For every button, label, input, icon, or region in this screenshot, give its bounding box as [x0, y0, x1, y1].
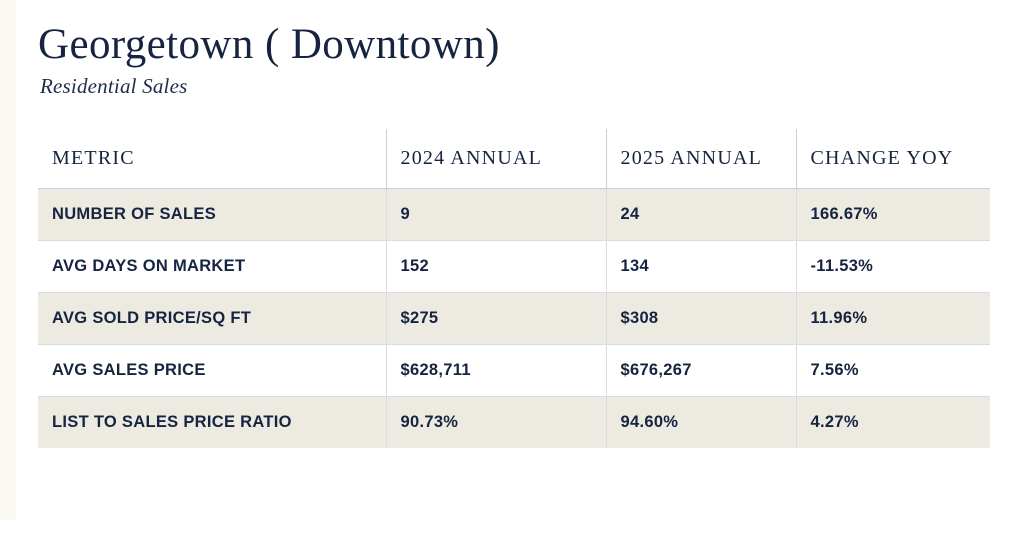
- page-subtitle: Residential Sales: [40, 74, 188, 99]
- page-content: [16, 0, 1024, 534]
- table-row: [38, 293, 990, 345]
- table-row: [38, 397, 990, 449]
- cell-2025: 94.60%: [606, 397, 796, 449]
- cell-2024: $275: [386, 293, 606, 345]
- column-header-metric: METRIC: [38, 129, 386, 189]
- table-header-row: [38, 129, 990, 189]
- report-header: [16, 0, 1024, 99]
- page-title-main: Georgetown: [38, 21, 254, 68]
- table-header: [38, 129, 990, 189]
- cell-2024: 152: [386, 241, 606, 293]
- metrics-table: [38, 129, 990, 448]
- cell-change: 166.67%: [796, 189, 990, 241]
- cell-2024: $628,711: [386, 345, 606, 397]
- table-row: [38, 241, 990, 293]
- cell-2025: 134: [606, 241, 796, 293]
- cell-metric: AVG DAYS ON MARKET: [38, 241, 386, 293]
- table-body: [38, 189, 990, 449]
- page-title: [38, 22, 1024, 68]
- cell-2025: $676,267: [606, 345, 796, 397]
- page-title-paren-close: ): [485, 21, 500, 68]
- page-title-sub: Downtown: [290, 21, 486, 68]
- table-row: [38, 345, 990, 397]
- cell-change: -11.53%: [796, 241, 990, 293]
- table-row: [38, 189, 990, 241]
- page-title-paren-open: (: [264, 21, 280, 68]
- cell-2024: 9: [386, 189, 606, 241]
- column-header-change-yoy: CHANGE YOY: [796, 129, 990, 189]
- metrics-table-wrapper: [38, 129, 1002, 448]
- cell-change: 4.27%: [796, 397, 990, 449]
- cell-change: 11.96%: [796, 293, 990, 345]
- column-header-2025-annual: 2025 ANNUAL: [606, 129, 796, 189]
- cell-change: 7.56%: [796, 345, 990, 397]
- cell-2024: 90.73%: [386, 397, 606, 449]
- left-margin-strip: [0, 0, 16, 534]
- cell-2025: $308: [606, 293, 796, 345]
- cell-metric: AVG SOLD PRICE/SQ FT: [38, 293, 386, 345]
- cell-metric: AVG SALES PRICE: [38, 345, 386, 397]
- bottom-margin-strip: [0, 520, 1024, 534]
- cell-metric: LIST TO SALES PRICE RATIO: [38, 397, 386, 449]
- column-header-2024-annual: 2024 ANNUAL: [386, 129, 606, 189]
- cell-2025: 24: [606, 189, 796, 241]
- cell-metric: NUMBER OF SALES: [38, 189, 386, 241]
